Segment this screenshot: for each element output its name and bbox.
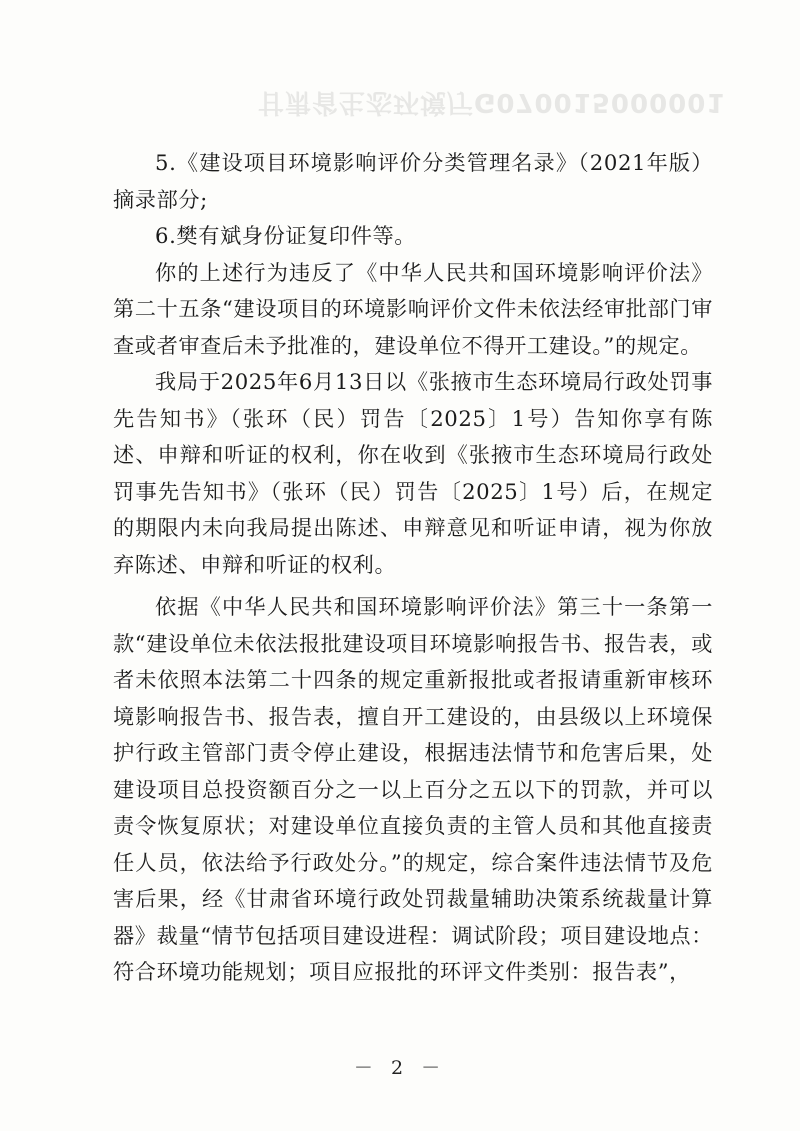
paragraph-violation: 你的上述行为违反了《中华人民共和国环境影响评价法》第二十五条“建设项目的环境影响评价文件未依法经审批部门审查或者审查后未予批准的，建设单位不得开工建设。”的规定。 bbox=[113, 259, 713, 358]
watermark: 甘肃省生态环境厅G070015000001 bbox=[258, 87, 726, 117]
paragraph-notice: 我局于2025年6月13日以《张掖市生态环境局行政处罚事先告知书》（张环（民）罚告〔2025〕1号）告知你享有陈述、申辩和听证的权利，你在收到《张掖市生态环境局行政处罚事先告知书》（张环（民）罚告〔2025〕1号）后，在规定的期限内未向我局提出陈述、申辩意见和听证申请，视为你放弃陈述、申辩和听证的权利。 bbox=[113, 369, 713, 577]
paragraph-legal-basis: 依据《中华人民共和国环境影响评价法》第三十一条第一款“建设单位未依法报批建设项目环境影响报告书、报告表，或者未依照本法第二十四条的规定重新报批或者报请重新审核环境影响报告书、报告表，擅自开工建设的，由县级以上环境保护行政主管部门责令停止建设，根据违法情节和危害后果，处建设项目总投资额百分之一以上百分之五以下的罚款，并可以责令恢复原状；对建设单位直接负责的主管人员和其他直接责任人员，依法给予行政处分。”的规定，综合案件违法情节及危害后果，经《甘肃省环境行政处罚裁量辅助决策系统裁量计算器》裁量“情节包括项目建设进程：调试阶段；项目建设地点：符合环境功能规划；项目应报批的环评文件类别：报告表”， bbox=[113, 594, 713, 984]
paragraph-attachment-5: 5.《建设项目环境影响评价分类管理名录》（2021年版）摘录部分; bbox=[113, 150, 713, 212]
document-body bbox=[113, 145, 713, 991]
page-number: － 2 － bbox=[353, 1057, 447, 1079]
paragraph-attachment-6: 6.樊有斌身份证复印件等。 bbox=[155, 223, 417, 248]
